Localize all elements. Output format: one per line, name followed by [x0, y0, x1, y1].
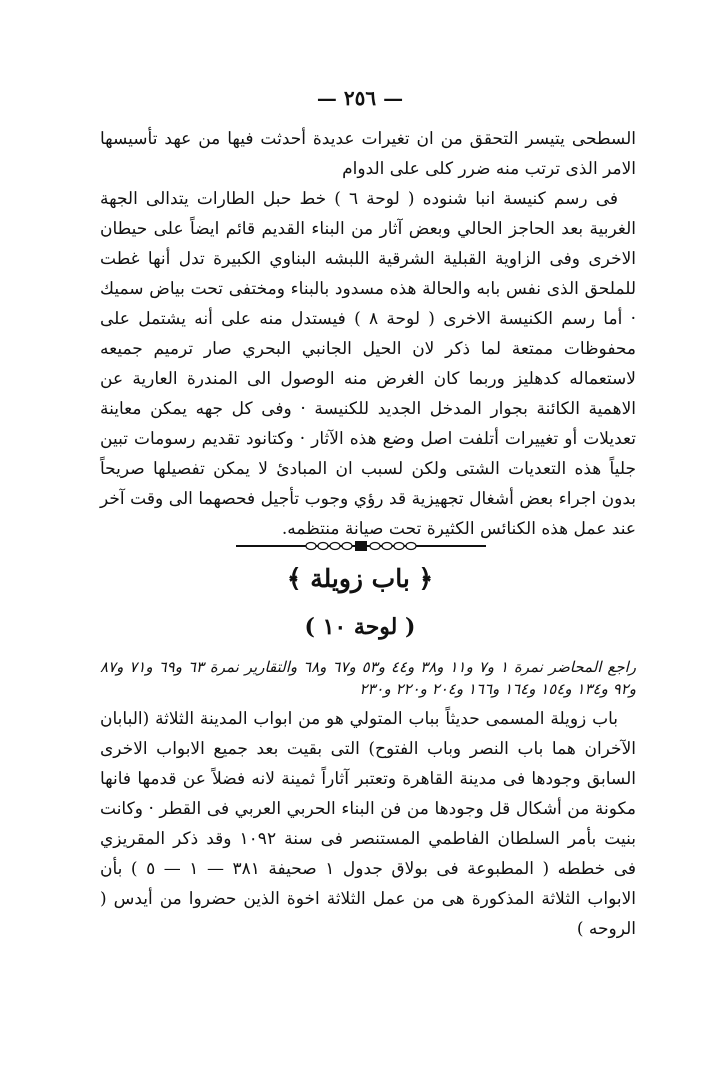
- paragraph-continuation: السطحى يتيسر التحقق من ان تغيرات عديدة أحدثت فيها من عهد تأسيسها الامر الذى ترتب منه ضرر كلى على الدوام: [100, 129, 636, 179]
- references-note: راجع المحاضر نمرة ١ و٧ و١١ و٣٨ و٤٤ و٥٣ و٦٧ و٦٨ والتقارير نمرة ٦٣ و٦٩ و٧١ و٨٧ و٩٢ و١٣٤ و١٥٤ و١٦٤ و١٦٦ و٢٠٤ و٢٢٠ و٢٣٠: [100, 658, 637, 698]
- plate-reference: ( لوحة ١٠ ): [304, 614, 416, 640]
- paragraph-bab-zuwayla: باب زويلة المسمى حديثاً بباب المتولي هو من ابواب المدينة الثلاثة (البابان الآخران هما باب النصر وباب الفتوح) التى بقيت بعد جميع الابواب الاخرى السابق وجودها فى مدينة القاهرة وتعتبر آثاراً ثمينة لانه فضلاً عن قدمها فانها مكونة من أشكال قل وجودها من فن البناء الحربي العربي فى القطر · وكانت بنيت بأمر السلطان الفاطمي المستنصر فى سنة ١٠٩٢ وقد ذكر المقريزي فى خططه ( المطبوعة فى بولاق جدول ١ صحيفة ٣٨١ — ١ — ٥ ) بأن الابواب الثلاثة المذكورة هى من عمل الثلاثة اخوة الذين حضروا من أيدس ( الروحه ): [100, 709, 637, 939]
- page-number: — ٢٥٦ —: [316, 86, 404, 110]
- section-heading: ﴿ باب زويلة ﴾: [286, 564, 434, 593]
- ornamental-divider: [236, 539, 486, 553]
- paragraph-shenouda-church: فى رسم كنيسة انبا شنوده ( لوحة ٦ ) خط حبل الطارات يتدالى الجهة الغربية بعد الحاجز الحالي وبعض آثار من البناء القديم قائم ايضاً على حيطان الاخرى وفى الزاوية القبلية الشرقية اللبشه البناوي الكبيرة تدل أنها غطت للملحق الذى نفس بابه والحالة هذه مسدود بالبناء ومختفى تحت بياض سميك · أما رسم الكنيسة الاخرى ( لوحة ٨ ) فيستدل منه على أنه يشتمل على محفوظات ممتعة لما ذكر لان الحيل الجانبي البحري صار ترميم جميعه لاستعماله كدهليز وربما كان الغرض منه الوصول الى المندرة العارية عن الاهمية الكائنة بجوار المدخل الجديد للكنيسة · وفى كل جهه يمكن معاينة تعديلات أو تغييرات أتلفت اصل وضع هذه الآثار · وكتانود تقديم رسومات تبين جلياً هذه التعديات الشتى ولكن لسبب ان المبادئ لا يمكن تفصيلها صريحاً بدون اجراء بعض أشغال تجهيزية قد رؤي وجوب تأجيل فحصهما الى وقت آخر عند عمل هذه الكنائس الكثيرة تحت صيانة منتظمه.: [100, 189, 636, 539]
